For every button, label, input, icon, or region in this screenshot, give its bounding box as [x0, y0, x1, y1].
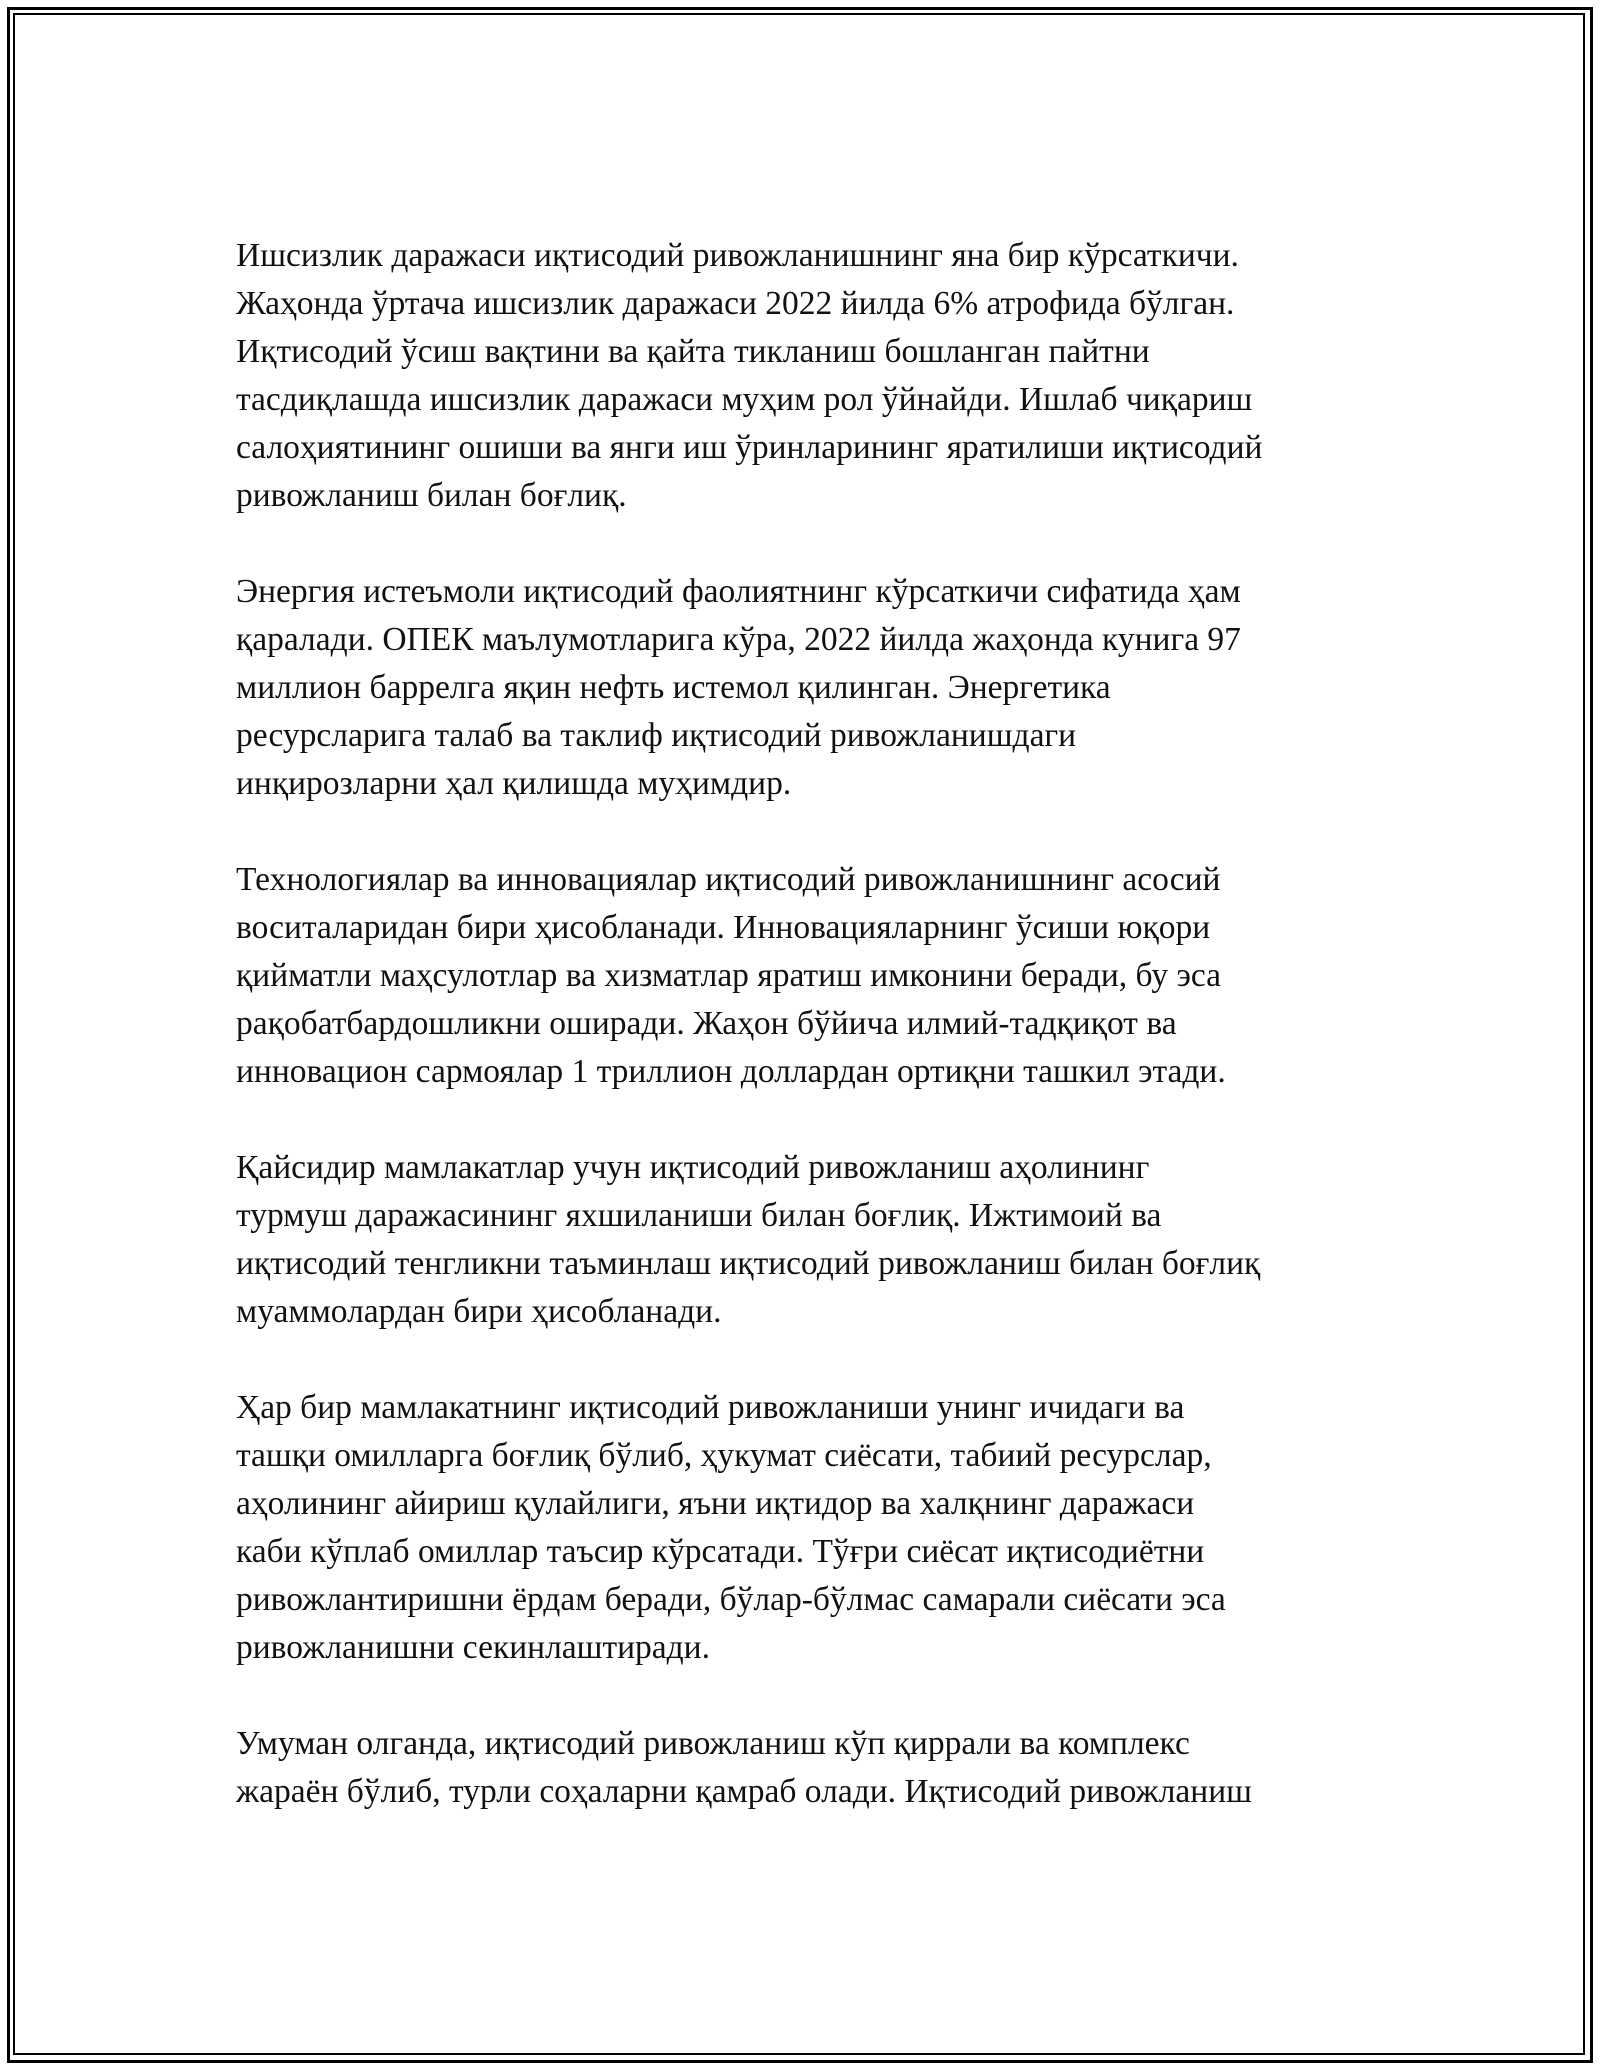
text-line: муаммолардан бири ҳисобланади.	[236, 1293, 722, 1330]
text-line: Ҳар бир мамлакатнинг иқтисодий ривожланиши унинг ичидаги ва	[236, 1389, 1185, 1426]
text-line: рақобатбардошликни оширади. Жаҳон бўйича илмий-тадқиқот ва	[236, 1005, 1177, 1042]
paragraph-living-standards	[236, 1144, 1386, 1336]
text-line: Жаҳонда ўртача ишсизлик даражаси 2022 йилда 6% атрофида бўлган.	[236, 285, 1235, 322]
paragraph-factors	[236, 1384, 1386, 1672]
text-line: тасдиқлашда ишсизлик даражаси муҳим рол ўйнайди. Ишлаб чиқариш	[236, 381, 1253, 418]
paragraph-unemployment	[236, 232, 1386, 520]
document-body	[236, 232, 1386, 1864]
text-line: Технологиялар ва инновациялар иқтисодий ривожланишнинг асосий	[236, 861, 1221, 898]
text-line: ресурсларига талаб ва таклиф иқтисодий ривожланишдаги	[236, 717, 1077, 754]
text-line: Умуман олганда, иқтисодий ривожланиш кўп қиррали ва комплекс	[236, 1725, 1190, 1762]
text-line: каби кўплаб омиллар таъсир кўрсатади. Тўғри сиёсат иқтисодиётни	[236, 1533, 1205, 1570]
text-line: миллион баррелга яқин нефть истемол қилинган. Энергетика	[236, 669, 1111, 706]
text-line: салоҳиятининг ошиши ва янги иш ўринларининг яратилиши иқтисодий	[236, 429, 1263, 466]
text-line: инқирозларни ҳал қилишда муҳимдир.	[236, 765, 792, 802]
paragraph-energy	[236, 568, 1386, 808]
text-line: Қайсидир мамлакатлар учун иқтисодий ривожланиш аҳолининг	[236, 1149, 1150, 1186]
text-line: Иқтисодий ўсиш вақтини ва қайта тикланиш бошланган пайтни	[236, 333, 1150, 370]
text-line: жараён бўлиб, турли соҳаларни қамраб олади. Иқтисодий ривожланиш	[236, 1773, 1252, 1810]
text-line: инновацион сармоялар 1 триллион доллардан ортиқни ташкил этади.	[236, 1053, 1226, 1090]
text-line: қийматли маҳсулотлар ва хизматлар яратиш имконини беради, бу эса	[236, 957, 1221, 994]
text-line: воситаларидан бири ҳисобланади. Инновацияларнинг ўсиши юқори	[236, 909, 1211, 946]
text-line: турмуш даражасининг яхшиланиши билан боғлиқ. Ижтимоий ва	[236, 1197, 1162, 1234]
text-line: аҳолининг айириш қулайлиги, яъни иқтидор ва халқнинг даражаси	[236, 1485, 1195, 1522]
text-line: ривожланиш билан боғлиқ.	[236, 477, 627, 514]
text-line: иқтисодий тенгликни таъминлаш иқтисодий ривожланиш билан боғлиқ	[236, 1245, 1261, 1282]
text-line: ривожлантиришни ёрдам беради, бўлар-бўлмас самарали сиёсати эса	[236, 1581, 1226, 1618]
paragraph-technology	[236, 856, 1386, 1096]
text-line: ташқи омилларга боғлиқ бўлиб, ҳукумат сиёсати, табиий ресурслар,	[236, 1437, 1212, 1474]
text-line: Ишсизлик даражаси иқтисодий ривожланишнинг яна бир кўрсаткичи.	[236, 237, 1239, 274]
paragraph-conclusion	[236, 1720, 1386, 1816]
text-line: қаралади. ОПЕК маълумотларига кўра, 2022 йилда жаҳонда кунига 97	[236, 621, 1241, 658]
text-line: Энергия истеъмоли иқтисодий фаолиятнинг кўрсаткичи сифатида ҳам	[236, 573, 1241, 610]
text-line: ривожланишни секинлаштиради.	[236, 1629, 710, 1666]
